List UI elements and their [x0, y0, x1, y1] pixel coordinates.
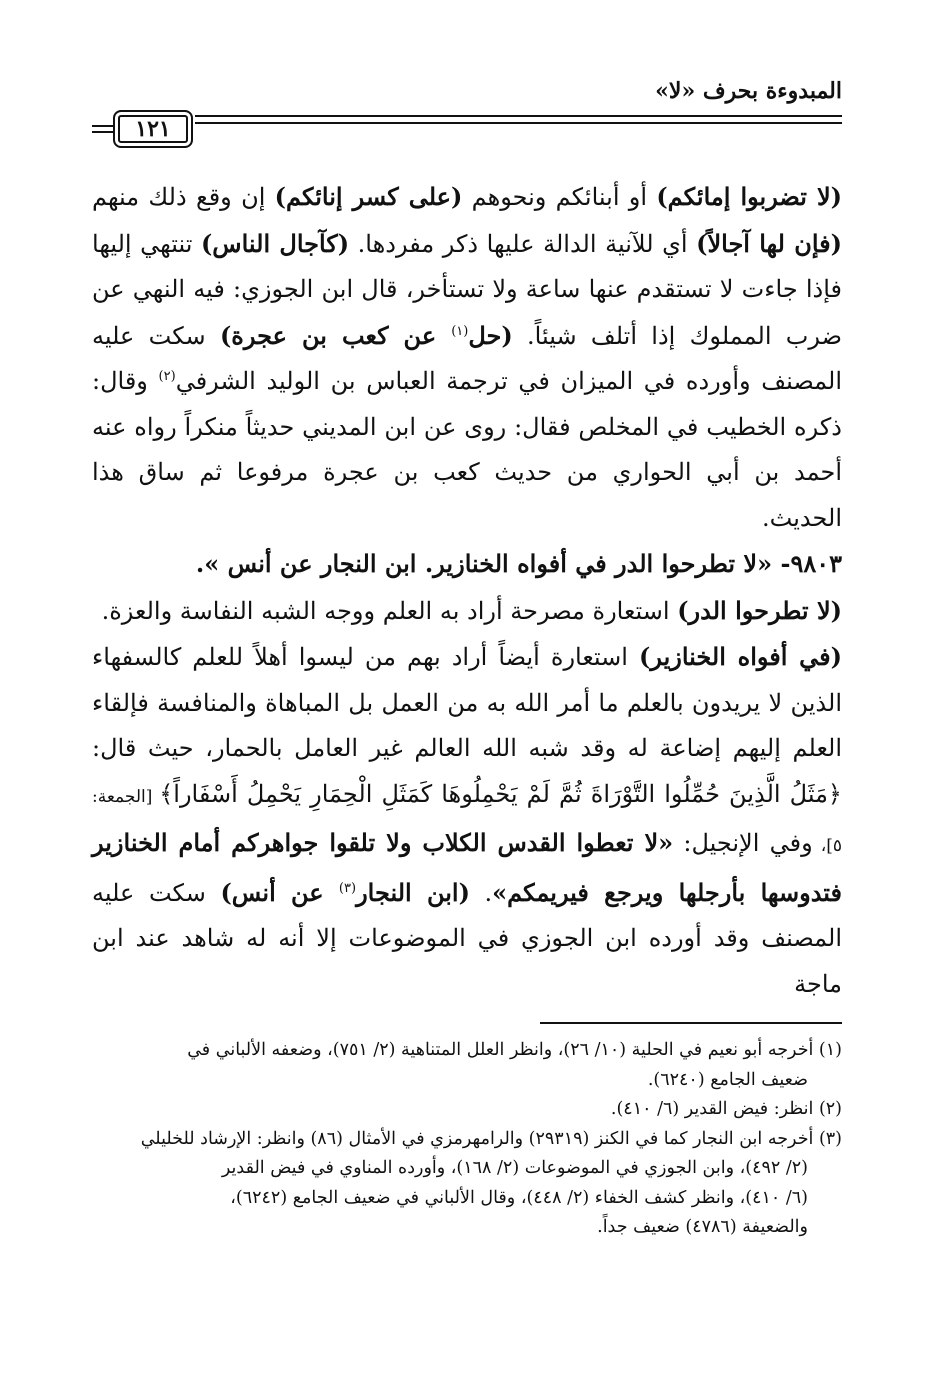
- footnote-3-line-3: (٦/ ٤١٠)، وانظر كشف الخفاء (٢/ ٤٤٨)، وقال الألباني في ضعيف الجامع (٦٢٤٢)،: [230, 1187, 808, 1208]
- bold-phrase: (كآجال الناس): [200, 228, 350, 258]
- footnote-1: (١) أخرجه أبو نعيم في الحلية (١٠/ ٢٦)، وانظر العلل المتناهية (٢/ ٧٥١)، وضعفه الألباني في: [187, 1040, 842, 1060]
- text-run: أو أبنائكم ونحوهم: [462, 183, 657, 211]
- footnotes: [92, 1036, 842, 1243]
- text-run: سكت عليه المصنف وقد أورده ابن الجوزي في الموضوعات إلا أنه له شاهد عند ابن ماجة: [92, 878, 842, 998]
- footnote-separator: [540, 1022, 842, 1024]
- hadith-heading: [92, 541, 842, 588]
- main-text: [92, 174, 842, 1007]
- text-run: تنتهي إليها فإذا جاءت لا تستقدم عنها ساعة ولا تستأخر، قال ابن الجوزي: فيه النهي عن ضرب المملوك إذا أتلف شيئاً.: [92, 229, 843, 350]
- page-number-frame: [113, 110, 193, 148]
- paragraph-4: [92, 634, 842, 1007]
- paragraph-3: [92, 588, 842, 635]
- text-run: وفي الإنجيل:: [673, 829, 813, 857]
- text-run: إن وقع ذلك منهم: [92, 183, 275, 211]
- header-rule-bottom: [195, 122, 842, 124]
- surah-reference: [الجمعة: ٥]،: [92, 786, 842, 856]
- bold-phrase: (لا تطرحوا الدر): [677, 595, 842, 625]
- text-run: استعارة مصرحة أراد به العلم ووجه الشبه النفاسة والعزة.: [101, 596, 678, 625]
- footnote-ref-1[interactable]: (١): [451, 323, 469, 339]
- footnote-1-continued: ضعيف الجامع (٦٢٤٠).: [647, 1069, 808, 1090]
- running-header-title: المبدوءة بحرف «لا»: [655, 78, 842, 104]
- bold-phrase: (لا تضربوا إمائكم): [656, 182, 842, 211]
- header-rule-top: [195, 115, 842, 117]
- footnote-3-line-2: (٢/ ٤٩٢)، وابن الجوزي في الموضوعات (٢/ ١٦٨)، وأورده المناوي في فيض القدير: [221, 1158, 808, 1178]
- text-run: .: [469, 878, 493, 907]
- text-run: وقال: ذكره الخطيب في المخلص فقال: روى عن ابن المديني حديثاً منكراً رواه عنه أحمد بن أبي الحواري من حديث كعب بن عجرة مرفوعا ثم ساق هذا الحديث.: [92, 367, 842, 532]
- text-run: استعارة أيضاً أراد بهم من ليسوا أهلاً للعلم كالسفهاء الذين لا يريدون بالعلم ما أمر الله به من العمل بل المباهاة والمنافسة فإلقاء العلم إليهم إضاعة له وقد شبه الله العالم غير العامل بالحمار، حيث قال:: [92, 643, 842, 762]
- bold-phrase: (في أفواه الخنازير): [638, 642, 843, 671]
- bold-phrase: «لا تعطوا القدس الكلاب ولا تلقوا جواهركم أمام الخنازير فتدوسها بأرجلها ويرجع فيريمكم»: [92, 828, 843, 907]
- bold-phrase: (ابن النجار: [356, 877, 470, 907]
- footnote-3: (٣) أخرجه ابن النجار كما في الكنز (٢٩٣١٩) والرامهرمزي في الأمثال (٨٦) وانظر: الإرشاد للخليلي: [140, 1128, 842, 1149]
- footnote-3-line-4: والضعيفة (٤٧٨٦) ضعيف جداً.: [597, 1217, 808, 1237]
- footnote-2: (٢) انظر: فيض القدير (٦/ ٤١٠).: [610, 1099, 842, 1119]
- text-run: أي للآنية الدالة عليها ذكر مفردها.: [349, 229, 697, 258]
- text-run: سكت عليه المصنف وأورده في الميزان في ترجمة العباس بن الوليد الشرفي: [92, 321, 842, 395]
- bold-phrase: (فإن لها آجالاً): [696, 228, 842, 258]
- bold-phrase: (على كسر إنائكم): [274, 182, 463, 211]
- bold-phrase: (حل: [468, 320, 513, 350]
- bold-phrase: عن كعب بن عجرة): [219, 320, 452, 350]
- paragraph-1: [92, 174, 842, 541]
- footnote-ref-2[interactable]: (٢): [158, 369, 176, 384]
- bold-phrase: عن أنس): [220, 877, 339, 907]
- footnote-ref-3[interactable]: (٣): [338, 880, 357, 896]
- hadith-number-title: ٩٨٠٣- «لا تطرحوا الدر في أفواه الخنازير. ابن النجار عن أنس ».: [195, 549, 842, 578]
- quran-quote: ﴿مَثَلُ الَّذِينَ حُمِّلُوا التَّوْرَاةَ ثُمَّ لَمْ يَحْمِلُوهَا كَمَثَلِ الْحِمَارِ يَحْمِلُ أَسْفَاراً﴾: [159, 779, 842, 808]
- page-number: ١٢١: [135, 116, 171, 142]
- header-rule-left-top: [92, 125, 114, 127]
- header-rule-left-bottom: [92, 131, 114, 133]
